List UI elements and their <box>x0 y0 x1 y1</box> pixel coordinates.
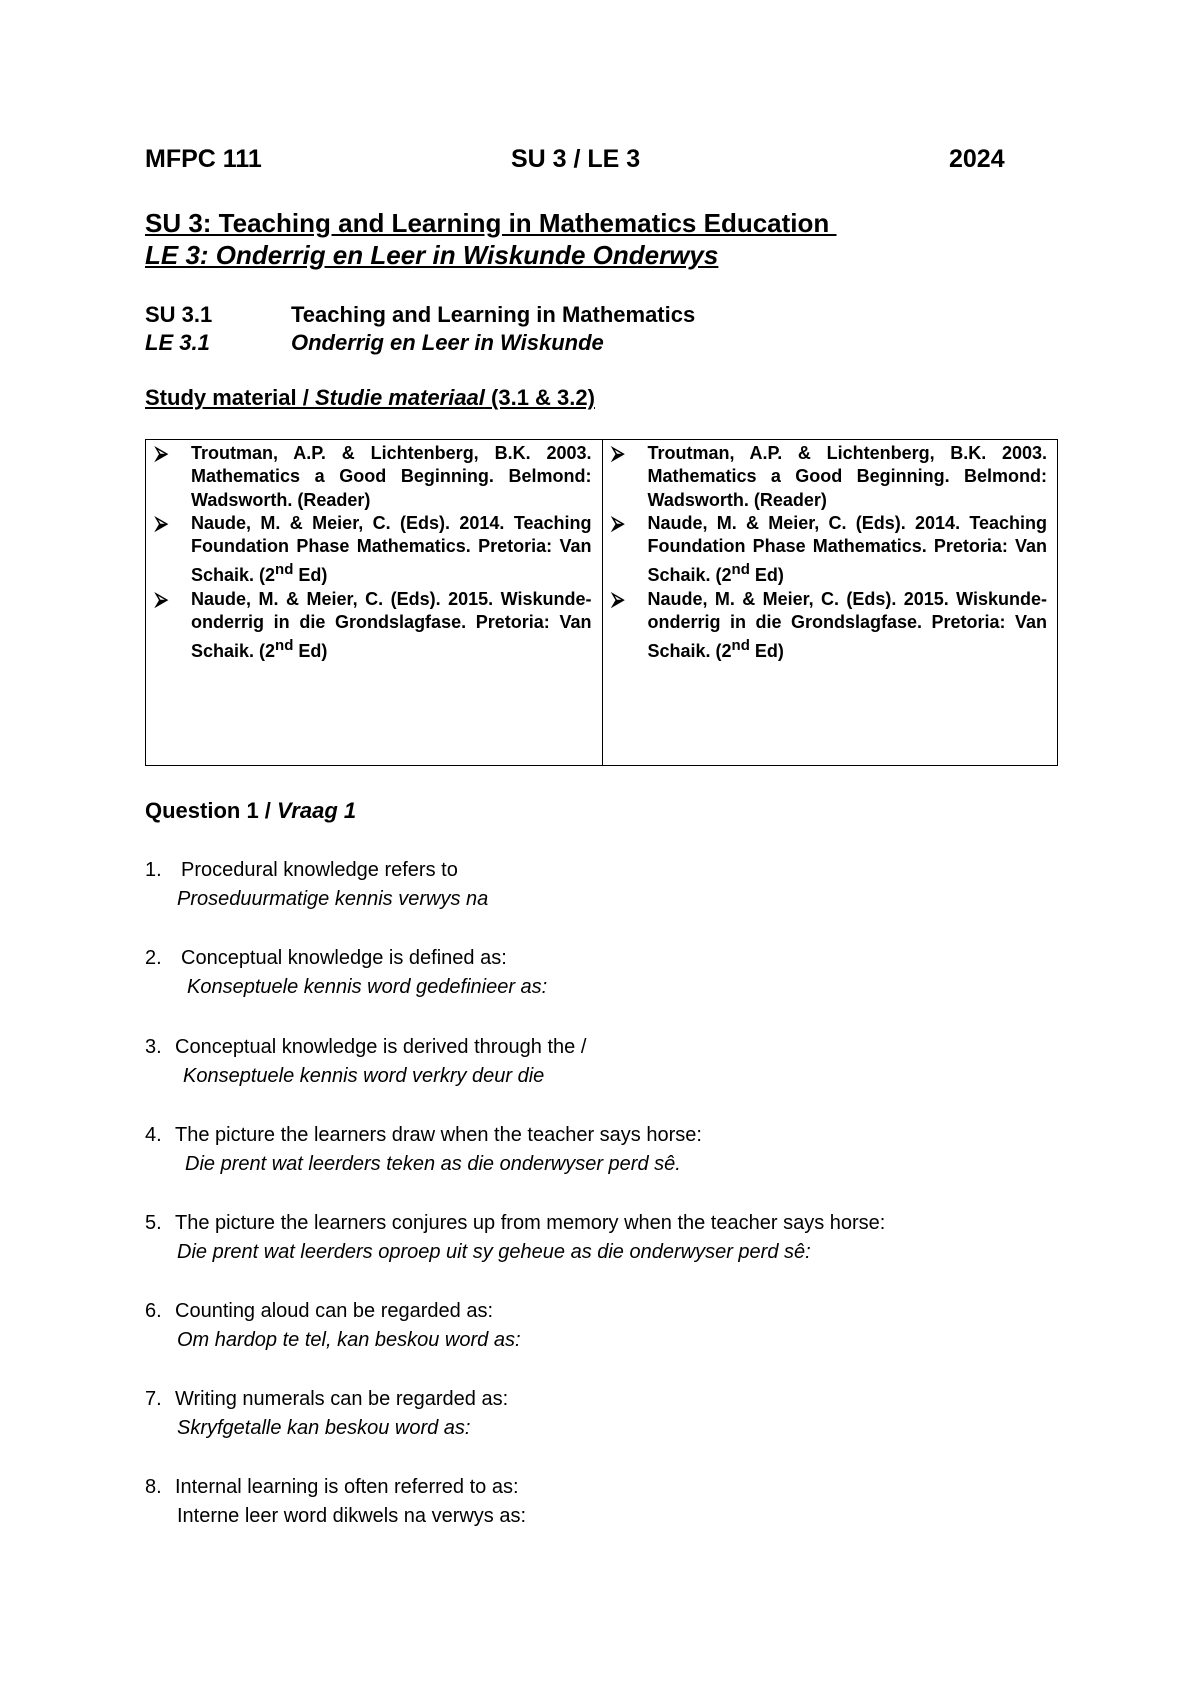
references-column-right <box>602 440 1058 765</box>
question-item <box>145 856 488 914</box>
question-afrikaans: Konseptuele kennis word verkry deur die <box>183 1065 545 1087</box>
year: 2024 <box>949 145 1005 173</box>
question-english: Procedural knowledge refers to <box>181 859 458 881</box>
question-english: The picture the learners conjures up from memory when the teacher says horse: <box>175 1212 886 1234</box>
reference-item: ⮚ Naude, M. & Meier, C. (Eds). 2015. Wiskunde-onderrig in die Grondslagfase. Pretoria: Van Schaik. (2nd Ed) <box>155 588 592 662</box>
study-material-af: Studie materiaal <box>314 385 485 410</box>
question-item <box>145 1209 885 1267</box>
question-afrikaans: Interne leer word dikwels na verwys as: <box>177 1505 527 1527</box>
question-number: 2. <box>145 947 162 969</box>
question-afrikaans: Skryfgetalle kan beskou word as: <box>177 1417 471 1439</box>
title-afrikaans: LE 3: Onderrig en Leer in Wiskunde Onderwys <box>145 240 719 270</box>
arrow-bullet-icon: ⮚ <box>155 512 168 533</box>
study-material-range: (3.1 & 3.2) <box>484 385 595 410</box>
question-english: Conceptual knowledge is defined as: <box>181 947 507 969</box>
reference-item: ⮚ Naude, M. & Meier, C. (Eds). 2014. Teaching Foundation Phase Mathematics. Pretoria: Van Schaik. (2nd Ed) <box>155 512 592 586</box>
reference-item: ⮚ Naude, M. & Meier, C. (Eds). 2014. Teaching Foundation Phase Mathematics. Pretoria: Van Schaik. (2nd Ed) <box>611 512 1047 586</box>
question-item <box>145 1033 586 1091</box>
subsection-code-afrikaans: LE 3.1 <box>145 330 210 355</box>
arrow-bullet-icon: ⮚ <box>611 443 625 463</box>
arrow-bullet-icon: ⮚ <box>155 443 168 463</box>
question-number: 5. <box>145 1212 162 1234</box>
subsection-title-english: Teaching and Learning in Mathematics <box>291 302 696 327</box>
question-number: 4. <box>145 1124 162 1146</box>
question-heading: Question 1 / Vraag 1 <box>145 798 357 823</box>
study-material-en: Study material / <box>145 385 315 410</box>
question-item <box>145 944 547 1002</box>
subsection-code-english: SU 3.1 <box>145 302 213 327</box>
question-number: 7. <box>145 1388 162 1410</box>
reference-item: ⮚ Naude, M. & Meier, C. (Eds). 2015. Wiskunde-onderrig in die Grondslagfase. Pretoria: Van Schaik. (2nd Ed) <box>611 588 1047 662</box>
subsection-title-afrikaans: Onderrig en Leer in Wiskunde <box>291 330 604 355</box>
arrow-bullet-icon: ⮚ <box>611 588 625 609</box>
study-material-heading <box>145 385 595 411</box>
question-english: Writing numerals can be regarded as: <box>175 1388 509 1410</box>
reference-item: ⮚ Troutman, A.P. & Lichtenberg, B.K. 2003. Mathematics a Good Beginning. Belmond: Wadsworth. (Reader) <box>611 443 1047 510</box>
question-afrikaans: Die prent wat leerders oproep uit sy geheue as die onderwyser perd sê: <box>177 1241 811 1263</box>
arrow-bullet-icon: ⮚ <box>155 588 168 609</box>
question-afrikaans: Die prent wat leerders teken as die onderwyser perd sê. <box>185 1153 681 1175</box>
references-table <box>145 439 1058 766</box>
question-english: Internal learning is often referred to as: <box>175 1476 519 1498</box>
question-afrikaans: Om hardop te tel, kan beskou word as: <box>177 1329 521 1351</box>
question-number: 6. <box>145 1300 162 1322</box>
arrow-bullet-icon: ⮚ <box>611 512 625 533</box>
title-english: SU 3: Teaching and Learning in Mathematics Education <box>145 208 837 238</box>
question-afrikaans: Konseptuele kennis word gedefinieer as: <box>187 976 548 998</box>
question-number: 1. <box>145 859 162 881</box>
question-afrikaans: Proseduurmatige kennis verwys na <box>177 888 489 910</box>
course-code: MFPC 111 <box>145 145 262 173</box>
question-english: The picture the learners draw when the teacher says horse: <box>175 1124 702 1146</box>
question-item <box>145 1297 521 1355</box>
references-column-left <box>146 440 602 765</box>
reference-item: ⮚ Troutman, A.P. & Lichtenberg, B.K. 2003. Mathematics a Good Beginning. Belmond: Wadsworth. (Reader) <box>155 443 592 510</box>
question-item <box>145 1473 526 1531</box>
unit-code: SU 3 / LE 3 <box>511 145 641 173</box>
question-number: 3. <box>145 1036 162 1058</box>
question-number: 8. <box>145 1476 162 1498</box>
question-english: Counting aloud can be regarded as: <box>175 1300 494 1322</box>
question-item <box>145 1121 702 1179</box>
question-english: Conceptual knowledge is derived through the / <box>175 1036 587 1058</box>
question-item <box>145 1385 508 1443</box>
